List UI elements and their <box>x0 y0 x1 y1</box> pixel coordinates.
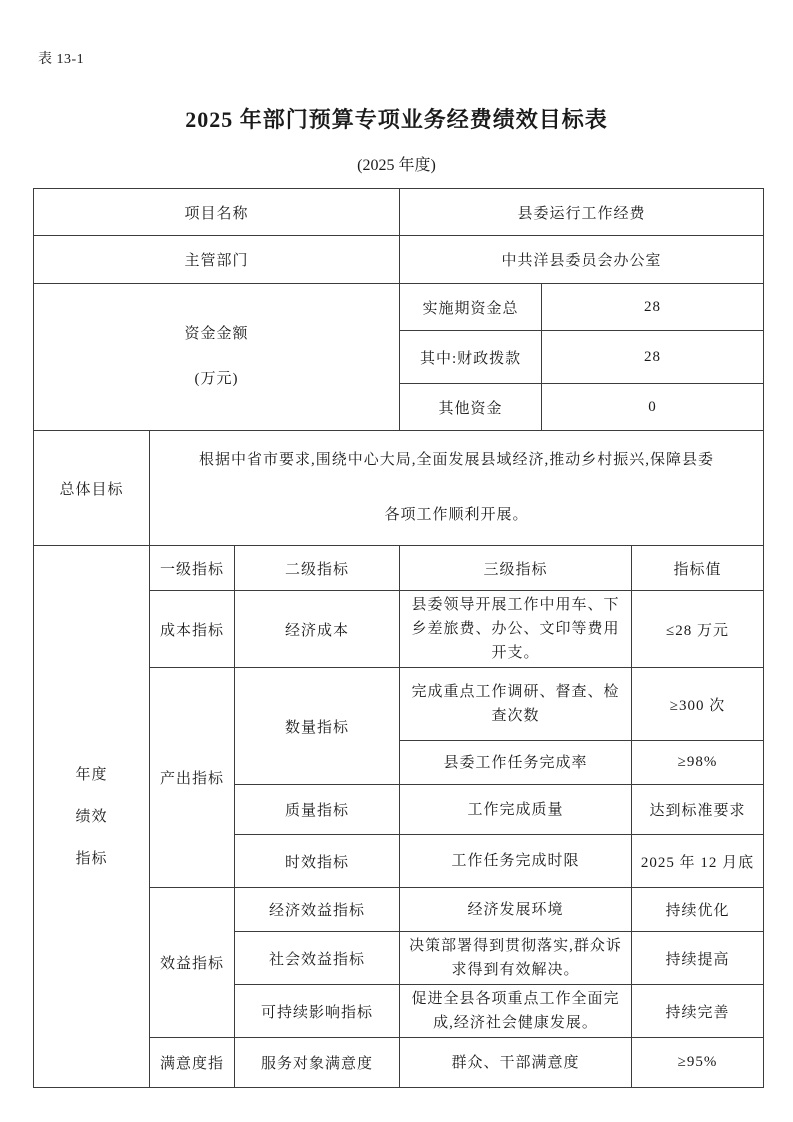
project-name-value-cell: 县委运行工作经费 <box>400 189 764 236</box>
amount-row-value: 28 <box>542 284 764 331</box>
overall-goal-text-cell <box>150 431 764 546</box>
overall-goal-line1: 根据中省市要求,围绕中心大局,全面发展县域经济,推动乡村振兴,保障县委 <box>199 452 715 468</box>
overall-goal-label-cell: 总体目标 <box>34 431 150 546</box>
amount-row-label: 其他资金 <box>400 384 542 431</box>
output-level1-cell: 产出指标 <box>150 668 235 888</box>
overall-goal-line2: 各项工作顺利开展。 <box>384 507 529 523</box>
quality-value-cell: 达到标准要求 <box>632 785 764 835</box>
cost-level3-cell: 县委领导开展工作中用车、下乡差旅费、办公、文印等费用开支。 <box>400 591 632 668</box>
department-label-cell: 主管部门 <box>34 236 400 284</box>
satisfaction-value-cell: ≥95% <box>632 1038 764 1088</box>
benefit-level2-cell: 可持续影响指标 <box>235 985 400 1038</box>
time-level2-cell: 时效指标 <box>235 835 400 888</box>
benefit-level2-cell: 社会效益指标 <box>235 932 400 985</box>
performance-target-table <box>33 188 764 1088</box>
header-level2-cell: 二级指标 <box>235 546 400 591</box>
quality-level3-cell: 工作完成质量 <box>400 785 632 835</box>
table-row <box>34 236 764 284</box>
benefit-value-cell: 持续完善 <box>632 985 764 1038</box>
satisfaction-level1-cell: 满意度指 <box>150 1038 235 1088</box>
section-label-line3: 指标 <box>75 850 108 867</box>
table-row <box>34 431 764 546</box>
benefit-value-cell: 持续优化 <box>632 888 764 932</box>
table-row <box>34 284 764 331</box>
time-value-cell: 2025 年 12 月底 <box>632 835 764 888</box>
quantity-level3-cell: 完成重点工作调研、督查、检查次数 <box>400 668 632 741</box>
header-level3-cell: 三级指标 <box>400 546 632 591</box>
amount-label-line2: (万元) <box>194 371 239 387</box>
benefit-level2-cell: 经济效益指标 <box>235 888 400 932</box>
satisfaction-level2-cell: 服务对象满意度 <box>235 1038 400 1088</box>
satisfaction-level3-cell: 群众、干部满意度 <box>400 1038 632 1088</box>
benefit-level3-cell: 促进全县各项重点工作全面完成,经济社会健康发展。 <box>400 985 632 1038</box>
amount-row-value: 0 <box>542 384 764 431</box>
annual-indicators-section-cell <box>34 546 150 1088</box>
header-level1-cell: 一级指标 <box>150 546 235 591</box>
benefit-value-cell: 持续提高 <box>632 932 764 985</box>
cost-level1-cell: 成本指标 <box>150 591 235 668</box>
department-value-cell: 中共洋县委员会办公室 <box>400 236 764 284</box>
quantity-value-cell: ≥98% <box>632 741 764 785</box>
benefit-level1-cell: 效益指标 <box>150 888 235 1038</box>
amount-row-label: 实施期资金总 <box>400 284 542 331</box>
amount-row-value: 28 <box>542 331 764 384</box>
amount-row-label: 其中:财政拨款 <box>400 331 542 384</box>
table-number-tag: 表 13-1 <box>38 52 85 67</box>
table-row <box>34 189 764 236</box>
quantity-level2-cell: 数量指标 <box>235 668 400 785</box>
table-row <box>34 546 764 591</box>
quantity-level3-cell: 县委工作任务完成率 <box>400 741 632 785</box>
quality-level2-cell: 质量指标 <box>235 785 400 835</box>
page-subtitle: (2025 年度) <box>357 157 436 174</box>
benefit-level3-cell: 决策部署得到贯彻落实,群众诉求得到有效解决。 <box>400 932 632 985</box>
cost-level2-cell: 经济成本 <box>235 591 400 668</box>
section-label-line2: 绩效 <box>75 808 108 825</box>
header-value-cell: 指标值 <box>632 546 764 591</box>
time-level3-cell: 工作任务完成时限 <box>400 835 632 888</box>
benefit-level3-cell: 经济发展环境 <box>400 888 632 932</box>
project-name-label-cell: 项目名称 <box>34 189 400 236</box>
amount-label-cell <box>34 284 400 431</box>
section-label-line1: 年度 <box>75 766 108 783</box>
amount-label-line1: 资金金额 <box>184 326 249 342</box>
quantity-value-cell: ≥300 次 <box>632 668 764 741</box>
page-title: 2025 年部门预算专项业务经费绩效目标表 <box>185 107 608 132</box>
cost-value-cell: ≤28 万元 <box>632 591 764 668</box>
